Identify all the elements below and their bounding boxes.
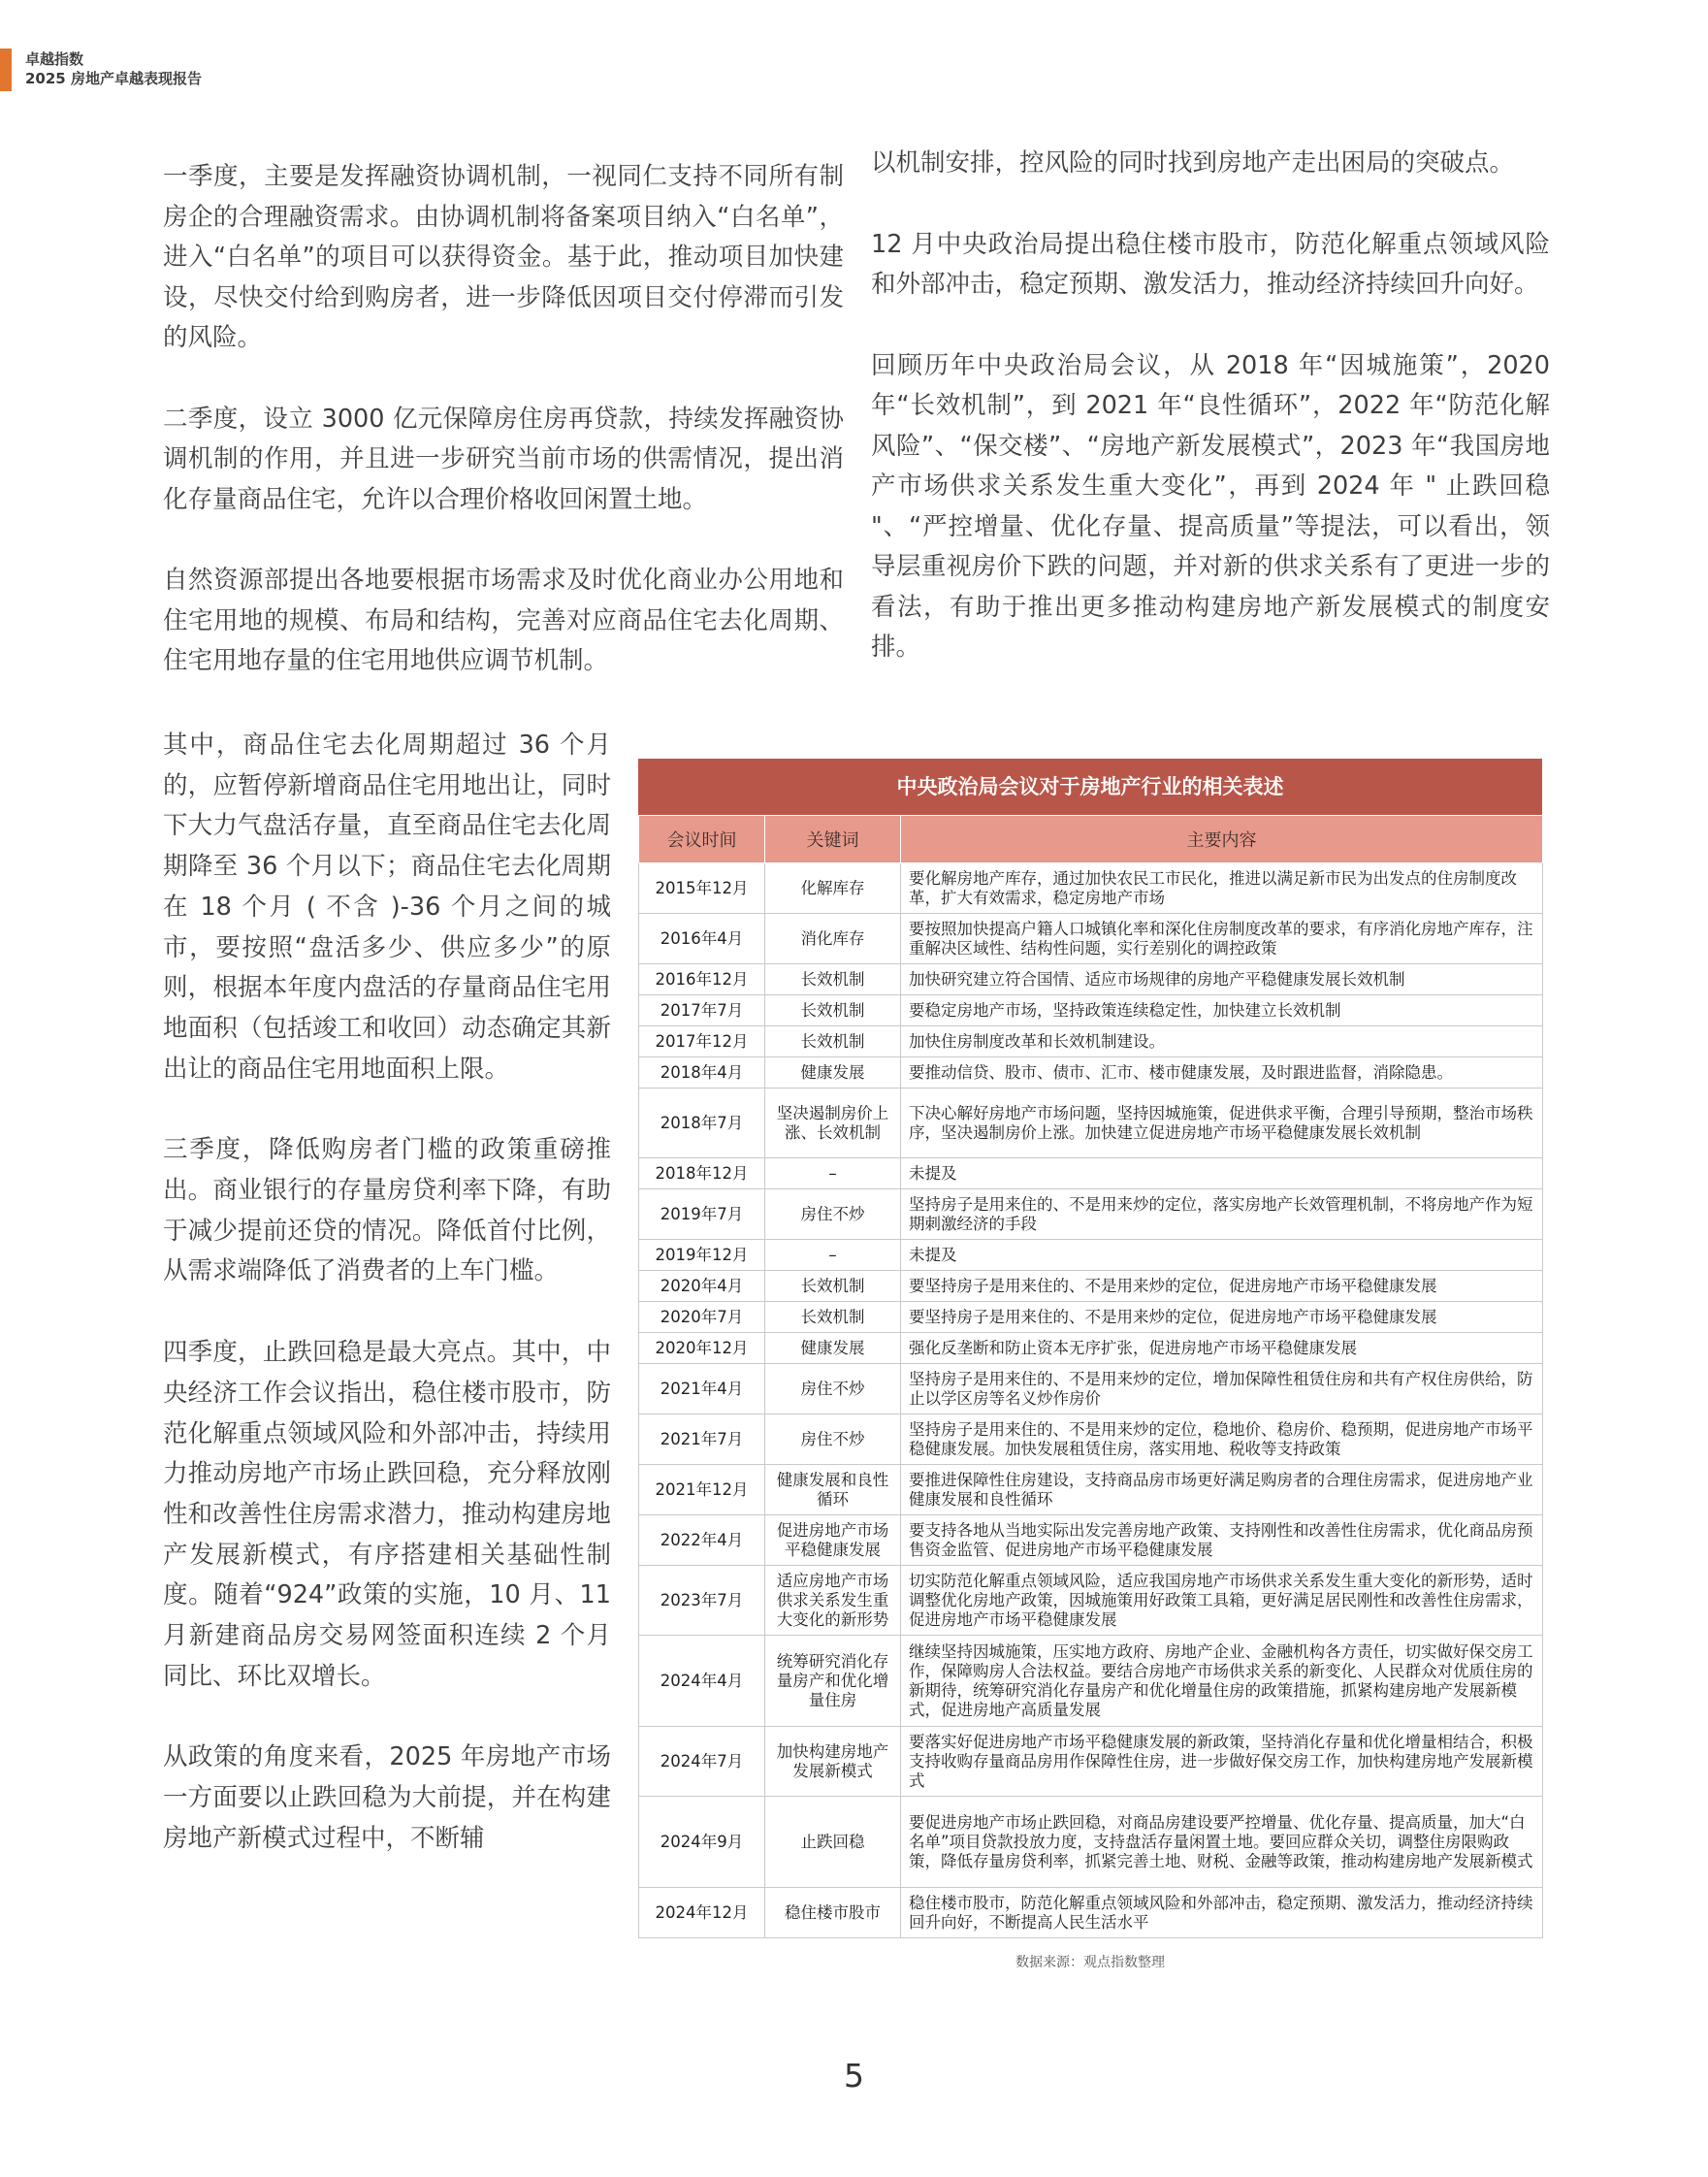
cell-keyword: 健康发展和良性循环: [765, 1465, 901, 1515]
narrow-left-column: [163, 726, 611, 1901]
cell-content: 下决心解好房地产市场问题，坚持因城施策，促进供求平衡，合理引导预期，整治市场秩序，坚决遏制房价上涨。加快建立促进房地产市场平稳健康发展长效机制: [901, 1088, 1543, 1158]
cell-date: 2017年7月: [639, 995, 765, 1026]
cell-date: 2016年12月: [639, 964, 765, 995]
table-row: [639, 1189, 1543, 1240]
cell-keyword: 健康发展: [765, 1333, 901, 1364]
cell-content: 要按照加快提高户籍人口城镇化率和深化住房制度改革的要求，有序消化房地产库存，注重解决区域性、结构性问题，实行差别化的调控政策: [901, 914, 1543, 964]
cell-keyword: 统筹研究消化存量房产和优化增量住房: [765, 1636, 901, 1727]
paragraph: 以机制安排，控风险的同时找到房地产走出困局的突破点。: [871, 148, 1515, 178]
cell-keyword: 长效机制: [765, 995, 901, 1026]
table-row: [639, 1158, 1543, 1189]
cell-content: 未提及: [901, 1240, 1543, 1271]
paragraph: 二季度，设立 3000 亿元保障房住房再贷款，持续发挥融资协调机制的作用，并且进一步研究当前市场的供需情况，提出消化存量商品住宅，允许以合理价格收回闲置土地。: [163, 404, 844, 514]
cell-date: 2015年12月: [639, 863, 765, 914]
right-column: [871, 144, 1550, 709]
column-header-content: 主要内容: [901, 816, 1543, 863]
table-title: 中央政治局会议对于房地产行业的相关表述: [638, 759, 1542, 815]
paragraph: 四季度，止跌回稳是最大亮点。其中，中央经济工作会议指出，稳住楼市股市，防范化解重点领域风险和外部冲击，持续用力推动房地产市场止跌回稳，充分释放刚性和改善性住房需求潜力，推动构建房地产发展新模式，有序搭建相关基础性制度。随着“924”政策的实施，10 月、11 月新建商品房交易网签面积连续 2 个月同比、环比双增长。: [163, 1338, 611, 1691]
cell-keyword: 长效机制: [765, 1271, 901, 1302]
left-column: [163, 157, 844, 723]
cell-date: 2023年7月: [639, 1566, 765, 1636]
cell-keyword: 长效机制: [765, 1026, 901, 1057]
table-row: [639, 1240, 1543, 1271]
cell-date: 2016年4月: [639, 914, 765, 964]
table-row: [639, 1888, 1543, 1938]
table-row: [639, 995, 1543, 1026]
cell-content: 坚持房子是用来住的、不是用来炒的定位，增加保障性租赁住房和共有产权住房供给，防止以学区房等名义炒作房价: [901, 1364, 1543, 1414]
paragraph: 三季度，降低购房者门槛的政策重磅推出。商业银行的存量房贷利率下降，有助于减少提前还贷的情况。降低首付比例，从需求端降低了消费者的上车门槛。: [163, 1135, 611, 1286]
cell-keyword: –: [765, 1240, 901, 1271]
table-row: [639, 1465, 1543, 1515]
column-header-date: 会议时间: [639, 816, 765, 863]
table-row: [639, 1364, 1543, 1414]
cell-date: 2022年4月: [639, 1515, 765, 1566]
header-brand: 卓越指数: [25, 50, 84, 68]
table-row: [639, 1566, 1543, 1636]
cell-content: 要化解房地产库存，通过加快农民工市民化，推进以满足新市民为出发点的住房制度改革，扩大有效需求，稳定房地产市场: [901, 863, 1543, 914]
paragraph: 回顾历年中央政治局会议，从 2018 年“因城施策”，2020 年“长效机制”，到 2021 年“良性循环”，2022 年“防范化解风险”、“保交楼”、“房地产新发展模式”，2023 年“我国房地产市场供求关系发生重大变化”，再到 2024 年 " 止跌回稳 "、“严控增量、优化存量、提高质量”等提法，可以看出，领导层重视房价下跌的问题，并对新的供求关系有了更进一步的看法，有助于推出更多推动构建房地产新发展模式的制度安排。: [871, 350, 1550, 662]
paragraph: 一季度，主要是发挥融资协调机制，一视同仁支持不同所有制房企的合理融资需求。由协调机制将备案项目纳入“白名单”，进入“白名单”的项目可以获得资金。基于此，推动项目加快建设，尽快交付给到购房者，进一步降低因项目交付停滞而引发的风险。: [163, 162, 844, 352]
cell-content: 要落实好促进房地产市场平稳健康发展的新政策，坚持消化存量和优化增量相结合，积极支持收购存量商品房用作保障性住房，进一步做好保交房工作，加快构建房地产发展新模式: [901, 1727, 1543, 1797]
table-row: [639, 1088, 1543, 1158]
cell-date: 2024年12月: [639, 1888, 765, 1938]
page-number: 5: [844, 2057, 864, 2095]
cell-keyword: 坚决遏制房价上涨、长效机制: [765, 1088, 901, 1158]
cell-keyword: 长效机制: [765, 964, 901, 995]
table-row: [639, 1333, 1543, 1364]
cell-keyword: 房住不炒: [765, 1364, 901, 1414]
table-body: [639, 863, 1543, 1938]
cell-keyword: 适应房地产市场供求关系发生重大变化的新形势: [765, 1566, 901, 1636]
cell-date: 2024年9月: [639, 1797, 765, 1888]
cell-date: 2019年12月: [639, 1240, 765, 1271]
table-row: [639, 1026, 1543, 1057]
header-report-title: 2025 房地产卓越表现报告: [25, 70, 202, 87]
cell-content: 坚持房子是用来住的、不是用来炒的定位，落实房地产长效管理机制，不将房地产作为短期刺激经济的手段: [901, 1189, 1543, 1240]
table-header-row: [639, 816, 1543, 863]
table-row: [639, 1057, 1543, 1088]
cell-keyword: 长效机制: [765, 1302, 901, 1333]
table-row: [639, 1727, 1543, 1797]
cell-date: 2020年12月: [639, 1333, 765, 1364]
column-header-keyword: 关键词: [765, 816, 901, 863]
cell-keyword: –: [765, 1158, 901, 1189]
cell-date: 2024年7月: [639, 1727, 765, 1797]
cell-date: 2020年7月: [639, 1302, 765, 1333]
cell-date: 2021年4月: [639, 1364, 765, 1414]
header-accent-bar: [0, 49, 12, 91]
table-row: [639, 964, 1543, 995]
cell-content: 切实防范化解重点领域风险，适应我国房地产市场供求关系发生重大变化的新形势，适时调整优化房地产政策，因城施策用好政策工具箱，更好满足居民刚性和改善性住房需求，促进房地产市场平稳健康发展: [901, 1566, 1543, 1636]
cell-date: 2021年12月: [639, 1465, 765, 1515]
paragraph: 12 月中央政治局提出稳住楼市股市，防范化解重点领域风险和外部冲击，稳定预期、激发活力，推动经济持续回升向好。: [871, 229, 1550, 299]
policy-table: [638, 759, 1542, 1971]
table-row: [639, 1515, 1543, 1566]
table-row: [639, 863, 1543, 914]
cell-content: 要促进房地产市场止跌回稳，对商品房建设要严控增量、优化存量、提高质量，加大“白名单”项目贷款投放力度，支持盘活存量闲置土地。要回应群众关切，调整住房限购政策，降低存量房贷利率，抓紧完善土地、财税、金融等政策，推动构建房地产发展新模式: [901, 1797, 1543, 1888]
cell-keyword: 稳住楼市股市: [765, 1888, 901, 1938]
cell-keyword: 房住不炒: [765, 1189, 901, 1240]
table-row: [639, 1414, 1543, 1465]
table-row: [639, 1636, 1543, 1727]
cell-date: 2017年12月: [639, 1026, 765, 1057]
cell-keyword: 止跌回稳: [765, 1797, 901, 1888]
cell-date: 2018年12月: [639, 1158, 765, 1189]
cell-date: 2018年4月: [639, 1057, 765, 1088]
cell-content: 继续坚持因城施策，压实地方政府、房地产企业、金融机构各方责任，切实做好保交房工作，保障购房人合法权益。要结合房地产市场供求关系的新变化、人民群众对优质住房的新期待，统筹研究消化存量房产和优化增量住房的政策措施，抓紧构建房地产发展新模式，促进房地产高质量发展: [901, 1636, 1543, 1727]
cell-content: 加快研究建立符合国情、适应市场规律的房地产平稳健康发展长效机制: [901, 964, 1543, 995]
table-row: [639, 1797, 1543, 1888]
cell-content: 要推动信贷、股市、债市、汇市、楼市健康发展，及时跟进监督，消除隐患。: [901, 1057, 1543, 1088]
cell-content: 要坚持房子是用来住的、不是用来炒的定位，促进房地产市场平稳健康发展: [901, 1302, 1543, 1333]
cell-content: 稳住楼市股市，防范化解重点领域风险和外部冲击，稳定预期、激发活力，推动经济持续回升向好，不断提高人民生活水平: [901, 1888, 1543, 1938]
cell-content: 要推进保障性住房建设，支持商品房市场更好满足购房者的合理住房需求，促进房地产业健康发展和良性循环: [901, 1465, 1543, 1515]
paragraph: 自然资源部提出各地要根据市场需求及时优化商业办公用地和住宅用地的规模、布局和结构，完善对应商品住宅去化周期、住宅用地存量的住宅用地供应调节机制。: [163, 566, 844, 675]
cell-date: 2021年7月: [639, 1414, 765, 1465]
cell-keyword: 加快构建房地产发展新模式: [765, 1727, 901, 1797]
table-row: [639, 1271, 1543, 1302]
paragraph: 从政策的角度来看，2025 年房地产市场一方面要以止跌回稳为大前提，并在构建房地产新模式过程中，不断辅: [163, 1742, 611, 1853]
policy-table-grid: [638, 815, 1543, 1938]
table-row: [639, 1302, 1543, 1333]
cell-content: 坚持房子是用来住的、不是用来炒的定位，稳地价、稳房价、稳预期，促进房地产市场平稳健康发展。加快发展租赁住房，落实用地、税收等支持政策: [901, 1414, 1543, 1465]
paragraph: 其中，商品住宅去化周期超过 36 个月的，应暂停新增商品住宅用地出让，同时下大力气盘活存量，直至商品住宅去化周期降至 36 个月以下；商品住宅去化周期在 18 个月 ( 不含 )-36 个月之间的城市，要按照“盘活多少、供应多少”的原则，根据本年度内盘活的存量商品住宅用地面积（包括竣工和收回）动态确定其新出让的商品住宅用地面积上限。: [163, 731, 611, 1084]
cell-date: 2024年4月: [639, 1636, 765, 1727]
table-source: 数据来源：观点指数整理: [1015, 1955, 1165, 1970]
cell-content: 要坚持房子是用来住的、不是用来炒的定位，促进房地产市场平稳健康发展: [901, 1271, 1543, 1302]
table-row: [639, 914, 1543, 964]
cell-keyword: 消化库存: [765, 914, 901, 964]
cell-content: 要支持各地从当地实际出发完善房地产政策、支持刚性和改善性住房需求，优化商品房预售资金监管、促进房地产市场平稳健康发展: [901, 1515, 1543, 1566]
cell-keyword: 化解库存: [765, 863, 901, 914]
cell-date: 2020年4月: [639, 1271, 765, 1302]
cell-date: 2018年7月: [639, 1088, 765, 1158]
cell-date: 2019年7月: [639, 1189, 765, 1240]
cell-content: 加快住房制度改革和长效机制建设。: [901, 1026, 1543, 1057]
cell-content: 未提及: [901, 1158, 1543, 1189]
cell-keyword: 房住不炒: [765, 1414, 901, 1465]
cell-content: 强化反垄断和防止资本无序扩张，促进房地产市场平稳健康发展: [901, 1333, 1543, 1364]
cell-content: 要稳定房地产市场，坚持政策连续稳定性，加快建立长效机制: [901, 995, 1543, 1026]
cell-keyword: 健康发展: [765, 1057, 901, 1088]
cell-keyword: 促进房地产市场平稳健康发展: [765, 1515, 901, 1566]
